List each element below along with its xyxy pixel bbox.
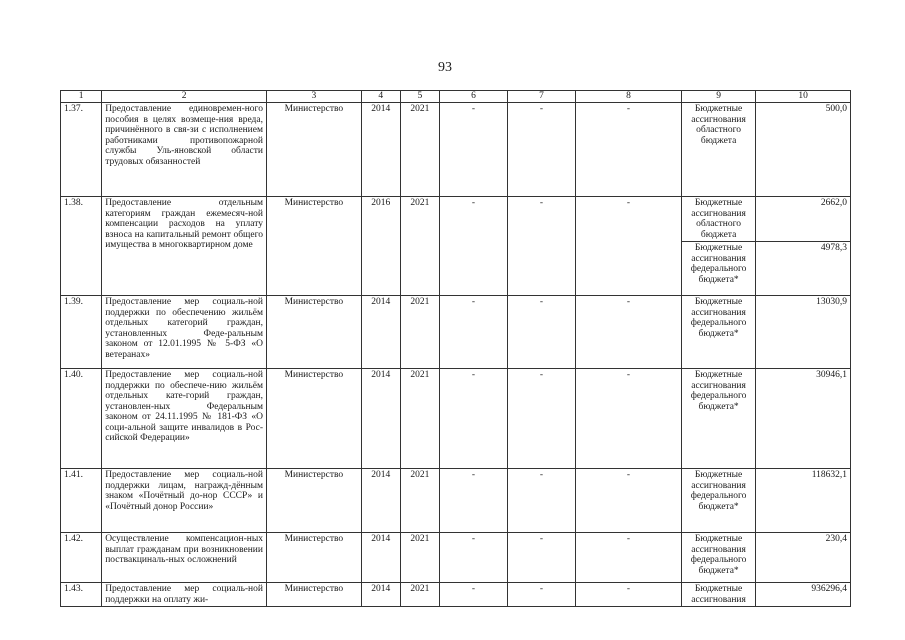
item-number: 1.40.	[61, 369, 102, 469]
item-col-6: -	[439, 583, 507, 607]
item-end-year: 2021	[400, 103, 439, 197]
table-row	[61, 296, 851, 369]
funding-source: Бюджетные ассигнования федерального бюджета*	[682, 469, 756, 533]
funding-amount: 4978,3	[756, 242, 851, 296]
item-executor: Министерство	[266, 103, 361, 197]
item-col-7: -	[507, 369, 575, 469]
item-start-year: 2014	[361, 469, 400, 533]
item-start-year: 2014	[361, 103, 400, 197]
column-header: 5	[400, 91, 439, 103]
item-description: Предоставление отдельным категориям граждан ежемесяч-ной компенсации расходов на уплату взноса на капитальный ремонт общего имущества в многоквартирном доме	[102, 197, 267, 296]
item-number: 1.43.	[61, 583, 102, 607]
item-description: Предоставление единовремен-ного пособия в целях возмеще-ния вреда, причинённого в свя-зи с исполнением работниками противопожарной службы Уль-яновской области трудовых обязанностей	[102, 103, 267, 197]
funding-amount: 13030,9	[756, 296, 851, 369]
table-row	[61, 533, 851, 583]
funding-amount: 118632,1	[756, 469, 851, 533]
item-col-8: -	[575, 197, 681, 296]
item-executor: Министерство	[266, 583, 361, 607]
item-description: Предоставление мер социаль-ной поддержки лицам, награжд-дённым знаком «Почётный до-нор СССР» и «Почётный донор России»	[102, 469, 267, 533]
item-executor: Министерство	[266, 296, 361, 369]
item-col-8: -	[575, 533, 681, 583]
item-col-6: -	[439, 296, 507, 369]
item-col-7: -	[507, 197, 575, 296]
item-col-6: -	[439, 197, 507, 296]
item-col-8: -	[575, 103, 681, 197]
funding-amount: 2662,0	[756, 197, 851, 242]
item-number: 1.37.	[61, 103, 102, 197]
funding-amount: 30946,1	[756, 369, 851, 469]
item-executor: Министерство	[266, 469, 361, 533]
program-measures-table	[60, 90, 851, 607]
column-header: 6	[439, 91, 507, 103]
item-col-7: -	[507, 533, 575, 583]
column-header: 2	[102, 91, 267, 103]
item-number: 1.41.	[61, 469, 102, 533]
item-description: Осуществление компенсацион-ных выплат гражданам при возникновении поствакциналь-ных осложнений	[102, 533, 267, 583]
item-end-year: 2021	[400, 197, 439, 296]
column-header: 10	[756, 91, 851, 103]
item-number: 1.42.	[61, 533, 102, 583]
item-end-year: 2021	[400, 533, 439, 583]
column-header: 1	[61, 91, 102, 103]
column-header: 8	[575, 91, 681, 103]
item-description: Предоставление мер социаль-ной поддержки по обеспечению жильём отдельных категорий граждан, установленных Феде-ральным законом от 12.01.1995 № 5-ФЗ «О ветеранах»	[102, 296, 267, 369]
item-start-year: 2014	[361, 583, 400, 607]
table-row	[61, 103, 851, 197]
item-end-year: 2021	[400, 469, 439, 533]
column-header: 9	[682, 91, 756, 103]
table-row	[61, 197, 851, 242]
item-col-7: -	[507, 583, 575, 607]
item-col-8: -	[575, 469, 681, 533]
item-end-year: 2021	[400, 583, 439, 607]
funding-amount: 500,0	[756, 103, 851, 197]
table-row	[61, 369, 851, 469]
item-executor: Министерство	[266, 197, 361, 296]
item-start-year: 2016	[361, 197, 400, 296]
item-col-8: -	[575, 583, 681, 607]
column-header: 7	[507, 91, 575, 103]
page-number: 93	[438, 60, 452, 75]
item-col-8: -	[575, 296, 681, 369]
item-col-6: -	[439, 103, 507, 197]
column-header: 4	[361, 91, 400, 103]
funding-source: Бюджетные ассигнования федерального бюджета*	[682, 296, 756, 369]
item-col-6: -	[439, 533, 507, 583]
item-col-7: -	[507, 469, 575, 533]
item-executor: Министерство	[266, 533, 361, 583]
funding-source: Бюджетные ассигнования федерального бюджета*	[682, 369, 756, 469]
item-start-year: 2014	[361, 296, 400, 369]
funding-amount: 230,4	[756, 533, 851, 583]
funding-amount: 936296,4	[756, 583, 851, 607]
funding-source: Бюджетные ассигнования областного бюджета	[682, 103, 756, 197]
item-number: 1.38.	[61, 197, 102, 296]
item-number: 1.39.	[61, 296, 102, 369]
item-end-year: 2021	[400, 369, 439, 469]
funding-source: Бюджетные ассигнования областного бюджета	[682, 197, 756, 242]
item-description: Предоставление мер социаль-ной поддержки по обеспече-нию жильём отдельных кате-горий граждан, установлен-ных Федеральным законом от 24.11.1995 № 181-ФЗ «О соци-альной защите инвалидов в Рос-сийской Федерации»	[102, 369, 267, 469]
item-start-year: 2014	[361, 369, 400, 469]
table-row	[61, 583, 851, 607]
column-header: 3	[266, 91, 361, 103]
funding-source: Бюджетные ассигнования	[682, 583, 756, 607]
item-col-6: -	[439, 369, 507, 469]
column-number-row	[61, 91, 851, 103]
item-col-7: -	[507, 296, 575, 369]
item-col-7: -	[507, 103, 575, 197]
table-row	[61, 469, 851, 533]
item-col-6: -	[439, 469, 507, 533]
funding-source: Бюджетные ассигнования федерального бюджета*	[682, 242, 756, 296]
funding-source: Бюджетные ассигнования федерального бюджета*	[682, 533, 756, 583]
item-end-year: 2021	[400, 296, 439, 369]
item-col-8: -	[575, 369, 681, 469]
item-executor: Министерство	[266, 369, 361, 469]
item-description: Предоставление мер социаль-ной поддержки на оплату жи-	[102, 583, 267, 607]
item-start-year: 2014	[361, 533, 400, 583]
